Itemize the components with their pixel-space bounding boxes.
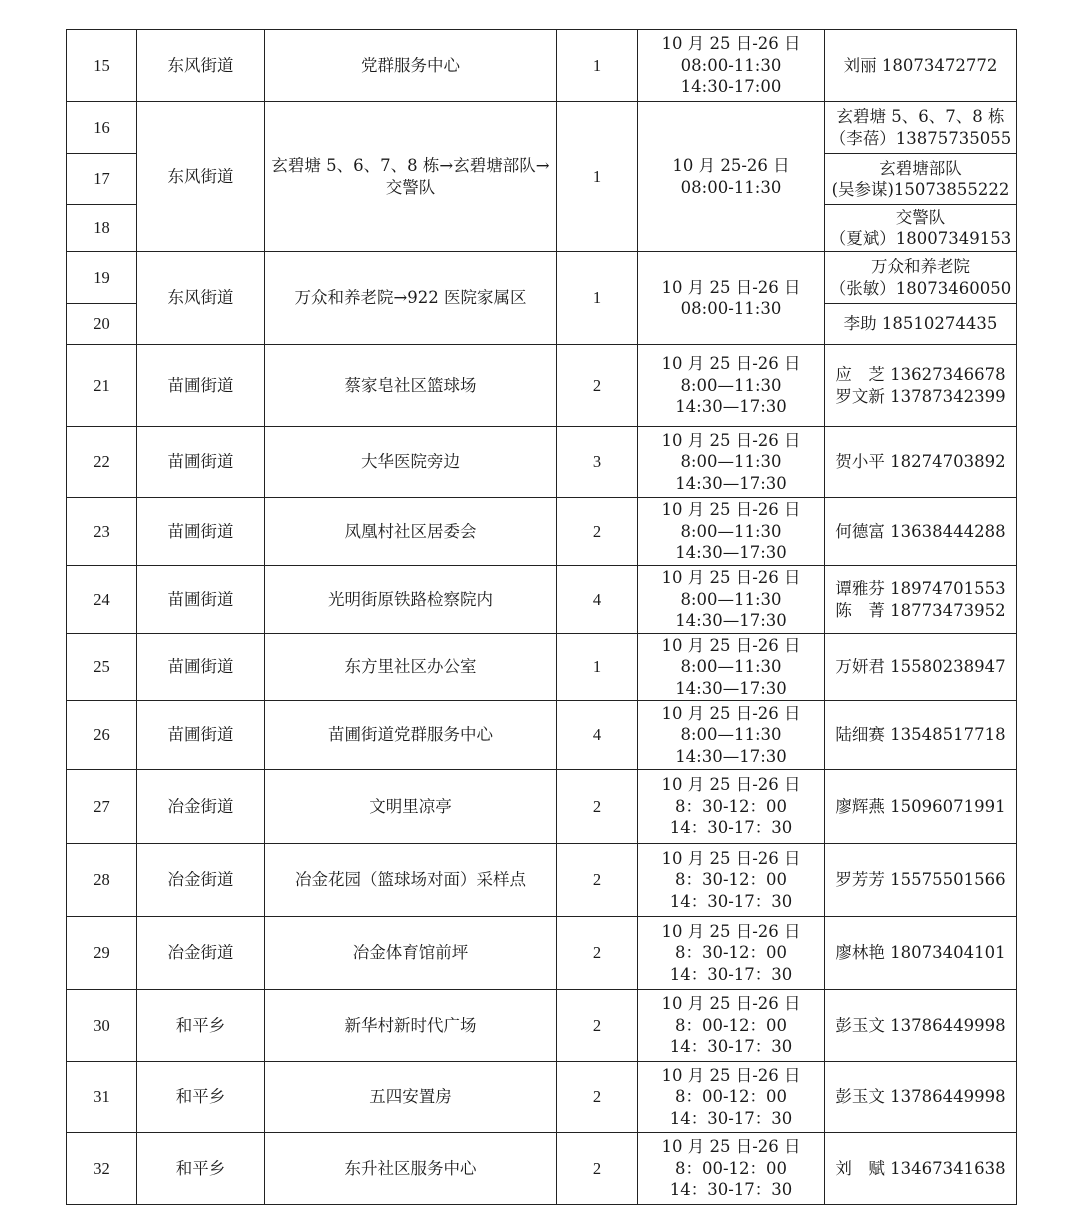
- time-cell-line: 08:00-11:30: [680, 55, 782, 75]
- time-cell-line: 08:00-11:30: [680, 299, 782, 318]
- site-cell: 玄碧塘 5、6、7、8 栋→玄碧塘部队→交警队: [265, 102, 557, 252]
- contact-cell: [825, 990, 1017, 1062]
- contact-cell: [825, 154, 1017, 205]
- time-cell-line: 8:00—11:30: [680, 521, 782, 541]
- time-cell-line: 8：00-12：00: [674, 1087, 788, 1107]
- time-cell-line: 10 月 25 日-26 日: [661, 354, 801, 374]
- time-cell-line: 10 月 25-26 日: [672, 156, 790, 175]
- time-cell-line: 14:30—17:30: [675, 397, 787, 417]
- time-cell-line: 14：30-17：30: [669, 1108, 793, 1128]
- contact-cell-line: 谭雅芬 18974701553: [835, 579, 1006, 598]
- street-cell: 和平乡: [137, 1062, 265, 1133]
- contact-cell: [825, 427, 1017, 498]
- count-cell: 1: [557, 634, 638, 701]
- site-cell: 大华医院旁边: [265, 427, 557, 498]
- site-cell: 东方里社区办公室: [265, 634, 557, 701]
- contact-cell: [825, 770, 1017, 844]
- row-number: 31: [67, 1062, 137, 1133]
- count-cell: 2: [557, 770, 638, 844]
- row-number: 27: [67, 770, 137, 844]
- time-cell-line: 14：30-17：30: [669, 1037, 793, 1057]
- street-cell: 冶金街道: [137, 844, 265, 917]
- contact-cell-line: 彭玉文 13786449998: [835, 1015, 1006, 1035]
- site-cell: 光明街原铁路检察院内: [265, 566, 557, 634]
- street-cell: 苗圃街道: [137, 498, 265, 566]
- table-row: [67, 770, 1017, 844]
- row-number: 24: [67, 566, 137, 634]
- street-cell: 和平乡: [137, 1133, 265, 1205]
- contact-cell-line: （夏斌）18007349153: [829, 229, 1012, 248]
- count-cell: 1: [557, 102, 638, 252]
- contact-cell: [825, 634, 1017, 701]
- count-cell: 4: [557, 566, 638, 634]
- sampling-site-table: [66, 29, 1017, 1205]
- row-number: 16: [67, 102, 137, 154]
- time-cell-line: 14:30—17:30: [675, 543, 787, 563]
- table-row: [67, 1062, 1017, 1133]
- time-cell-line: 8:00—11:30: [680, 375, 782, 395]
- time-cell-line: 8:00—11:30: [680, 725, 782, 745]
- time-cell-line: 10 月 25 日-26 日: [661, 430, 801, 450]
- street-cell: 苗圃街道: [137, 634, 265, 701]
- row-number: 21: [67, 345, 137, 427]
- time-cell-line: 10 月 25 日-26 日: [661, 848, 801, 868]
- time-cell-line: 10 月 25 日-26 日: [661, 1065, 801, 1085]
- time-cell-line: 10 月 25 日-26 日: [661, 921, 801, 941]
- site-cell: 凤凰村社区居委会: [265, 498, 557, 566]
- contact-cell: [825, 30, 1017, 102]
- time-cell-line: 14：30-17：30: [669, 1180, 793, 1200]
- time-cell-line: 10 月 25 日-26 日: [661, 1137, 801, 1157]
- row-number: 32: [67, 1133, 137, 1205]
- street-cell: 苗圃街道: [137, 427, 265, 498]
- contact-cell: [825, 844, 1017, 917]
- street-cell: 冶金街道: [137, 917, 265, 990]
- table-row: [67, 345, 1017, 427]
- time-cell-line: 8：30-12：00: [674, 870, 788, 890]
- row-number: 25: [67, 634, 137, 701]
- contact-cell: [825, 498, 1017, 566]
- time-cell-line: 08:00-11:30: [680, 177, 782, 197]
- time-cell-line: 10 月 25 日-26 日: [661, 994, 801, 1014]
- contact-cell-line: 应 芝 13627346678: [835, 365, 1006, 384]
- contact-cell-line: 何德富 13638444288: [835, 521, 1006, 541]
- time-cell-line: 14:30—17:30: [675, 611, 787, 631]
- count-cell: 2: [557, 917, 638, 990]
- time-cell: [638, 1133, 825, 1205]
- site-cell: 万众和养老院→922 医院家属区: [265, 252, 557, 345]
- contact-cell-line: 廖辉燕 15096071991: [835, 796, 1006, 816]
- count-cell: 2: [557, 1062, 638, 1133]
- street-cell: 冶金街道: [137, 770, 265, 844]
- contact-cell-line: 交警队: [895, 207, 946, 227]
- contact-cell: [825, 1133, 1017, 1205]
- row-number: 15: [67, 30, 137, 102]
- contact-cell-line: 罗文新 13787342399: [835, 386, 1006, 406]
- time-cell-line: 10 月 25 日-26 日: [661, 703, 801, 723]
- street-cell: 苗圃街道: [137, 701, 265, 770]
- table-row: [67, 917, 1017, 990]
- table-row: [67, 252, 1017, 304]
- site-cell: 新华村新时代广场: [265, 990, 557, 1062]
- time-cell-line: 10 月 25 日-26 日: [661, 775, 801, 795]
- table-body: [67, 30, 1017, 1205]
- contact-cell-line: 万众和养老院: [871, 257, 970, 276]
- count-cell: 2: [557, 498, 638, 566]
- street-cell: 东风街道: [137, 252, 265, 345]
- row-number: 28: [67, 844, 137, 917]
- contact-cell: [825, 917, 1017, 990]
- contact-cell-line: 玄碧塘部队: [879, 158, 962, 178]
- street-cell: 东风街道: [137, 30, 265, 102]
- contact-cell-line: 刘丽 18073472772: [843, 55, 998, 75]
- time-cell-line: 10 月 25 日-26 日: [661, 277, 801, 297]
- count-cell: 2: [557, 990, 638, 1062]
- time-cell-line: 8：30-12：00: [674, 796, 788, 816]
- row-number: 20: [67, 304, 137, 345]
- contact-cell-line: (吴参谋)15073855222: [831, 180, 1010, 199]
- count-cell: 2: [557, 345, 638, 427]
- site-cell: 东升社区服务中心: [265, 1133, 557, 1205]
- contact-cell-line: （李蓓）13875735055: [829, 128, 1012, 148]
- site-cell: 苗圃街道党群服务中心: [265, 701, 557, 770]
- time-cell: [638, 844, 825, 917]
- site-cell: 党群服务中心: [265, 30, 557, 102]
- time-cell: [638, 917, 825, 990]
- contact-cell-line: 廖林艳 18073404101: [835, 943, 1006, 963]
- street-cell: 东风街道: [137, 102, 265, 252]
- time-cell-line: 14:30—17:30: [675, 473, 787, 493]
- site-cell: 文明里凉亭: [265, 770, 557, 844]
- time-cell: [638, 252, 825, 345]
- time-cell-line: 8:00—11:30: [680, 452, 782, 472]
- table-row: [67, 634, 1017, 701]
- time-cell-line: 8:00—11:30: [680, 657, 782, 677]
- time-cell-line: 10 月 25 日-26 日: [661, 568, 801, 588]
- time-cell-line: 8：00-12：00: [674, 1158, 788, 1178]
- site-cell: 冶金体育馆前坪: [265, 917, 557, 990]
- contact-cell: [825, 345, 1017, 427]
- time-cell: [638, 990, 825, 1062]
- contact-cell-line: （张敏）18073460050: [829, 278, 1012, 298]
- row-number: 23: [67, 498, 137, 566]
- row-number: 29: [67, 917, 137, 990]
- contact-cell: [825, 304, 1017, 345]
- street-cell: 和平乡: [137, 990, 265, 1062]
- time-cell: [638, 427, 825, 498]
- contact-cell-line: 贺小平 18274703892: [835, 452, 1006, 472]
- time-cell-line: 10 月 25 日-26 日: [661, 500, 801, 520]
- contact-cell-line: 罗芳芳 15575501566: [835, 870, 1006, 890]
- street-cell: 苗圃街道: [137, 566, 265, 634]
- time-cell: [638, 770, 825, 844]
- table-row: [67, 566, 1017, 634]
- contact-cell-line: 万妍君 15580238947: [835, 657, 1006, 677]
- time-cell-line: 14:30-17:00: [680, 77, 782, 97]
- contact-cell-line: 李助 18510274435: [843, 314, 998, 334]
- contact-cell: [825, 1062, 1017, 1133]
- contact-cell: [825, 102, 1017, 154]
- row-number: 17: [67, 154, 137, 205]
- time-cell: [638, 634, 825, 701]
- row-number: 19: [67, 252, 137, 304]
- time-cell-line: 10 月 25 日-26 日: [661, 34, 801, 54]
- time-cell: [638, 30, 825, 102]
- contact-cell-line: 玄碧塘 5、6、7、8 栋: [836, 107, 1005, 126]
- time-cell-line: 14：30-17：30: [669, 891, 793, 911]
- time-cell-line: 10 月 25 日-26 日: [661, 635, 801, 655]
- time-cell-line: 14:30—17:30: [675, 678, 787, 698]
- count-cell: 3: [557, 427, 638, 498]
- table-row: [67, 1133, 1017, 1205]
- site-cell: 冶金花园（篮球场对面）采样点: [265, 844, 557, 917]
- street-cell: 苗圃街道: [137, 345, 265, 427]
- row-number: 30: [67, 990, 137, 1062]
- time-cell: [638, 498, 825, 566]
- site-cell: 蔡家皂社区篮球场: [265, 345, 557, 427]
- table-row: [67, 30, 1017, 102]
- time-cell-line: 14：30-17：30: [669, 964, 793, 984]
- time-cell-line: 14：30-17：30: [669, 818, 793, 838]
- time-cell: [638, 566, 825, 634]
- table-row: [67, 990, 1017, 1062]
- contact-cell: [825, 566, 1017, 634]
- table-row: [67, 701, 1017, 770]
- time-cell: [638, 345, 825, 427]
- time-cell-line: 8：00-12：00: [674, 1015, 788, 1035]
- count-cell: 1: [557, 30, 638, 102]
- time-cell: [638, 1062, 825, 1133]
- time-cell-line: 14:30—17:30: [675, 746, 787, 766]
- table-row: [67, 102, 1017, 154]
- table-row: [67, 498, 1017, 566]
- count-cell: 2: [557, 844, 638, 917]
- time-cell-line: 8：30-12：00: [674, 943, 788, 963]
- site-cell: 五四安置房: [265, 1062, 557, 1133]
- contact-cell-line: 刘 赋 13467341638: [835, 1158, 1006, 1178]
- row-number: 26: [67, 701, 137, 770]
- contact-cell: [825, 205, 1017, 252]
- contact-cell-line: 陈 菁 18773473952: [835, 600, 1006, 620]
- contact-cell: [825, 701, 1017, 770]
- count-cell: 2: [557, 1133, 638, 1205]
- contact-cell-line: 彭玉文 13786449998: [835, 1087, 1006, 1107]
- contact-cell: [825, 252, 1017, 304]
- contact-cell-line: 陆细赛 13548517718: [835, 725, 1006, 745]
- time-cell: [638, 102, 825, 252]
- row-number: 22: [67, 427, 137, 498]
- row-number: 18: [67, 205, 137, 252]
- table-row: [67, 427, 1017, 498]
- table-row: [67, 844, 1017, 917]
- count-cell: 1: [557, 252, 638, 345]
- count-cell: 4: [557, 701, 638, 770]
- time-cell-line: 8:00—11:30: [680, 589, 782, 609]
- time-cell: [638, 701, 825, 770]
